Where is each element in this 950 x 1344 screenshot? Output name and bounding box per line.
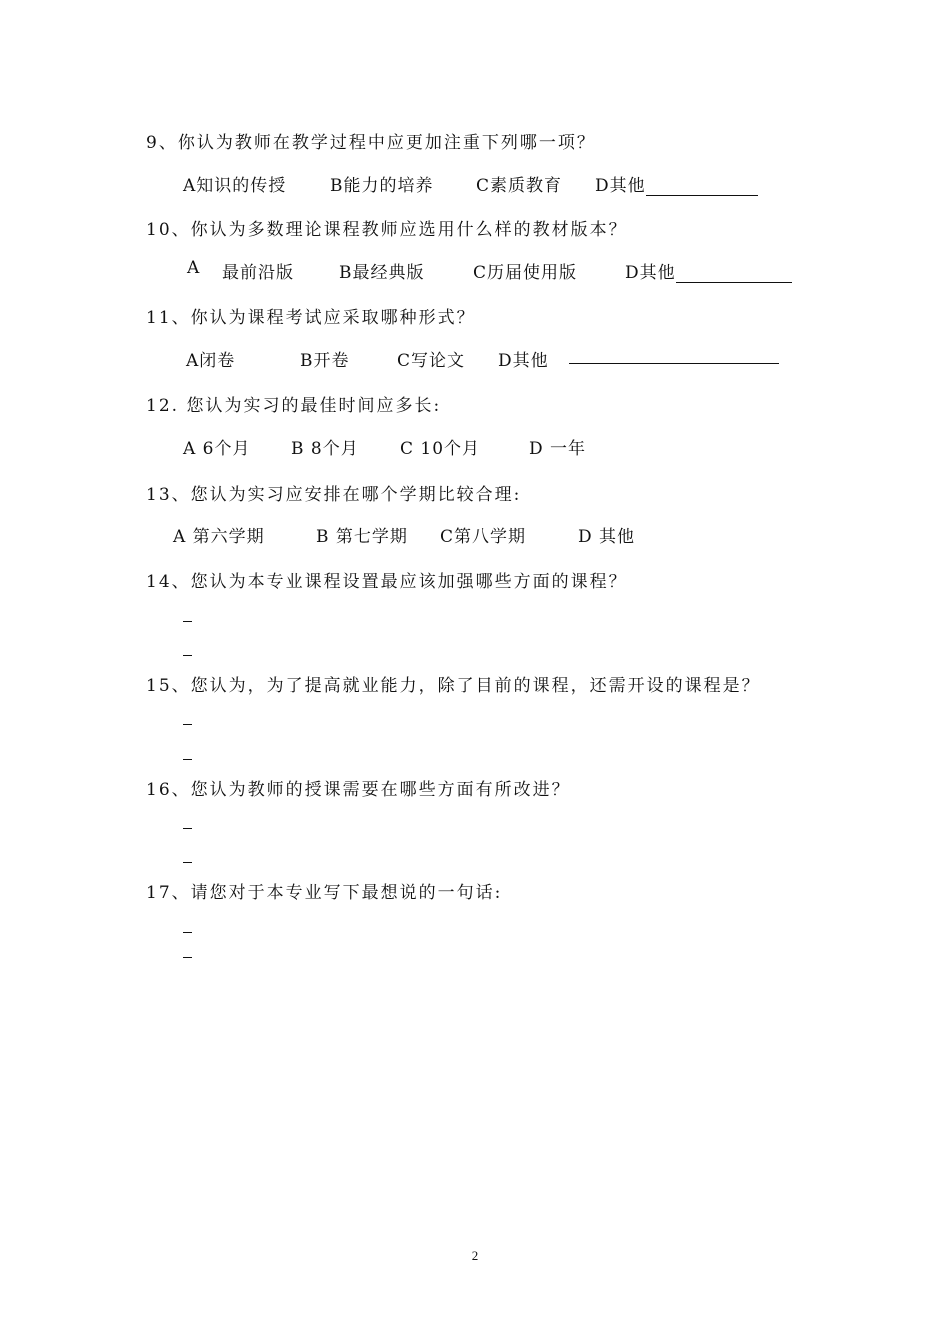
answer-blank[interactable] [646,178,758,196]
option-a-text: 最前沿版 [222,263,294,283]
answer-line[interactable] [183,655,192,656]
option-d: D 其他 [578,527,636,547]
option-a: A 6个月 [183,439,251,459]
question-12: 12. 您认为实习的最佳时间应多长: [146,396,442,416]
option-c: C第八学期 [440,527,527,547]
answer-line[interactable] [183,828,192,829]
option-c: C素质教育 [476,176,563,196]
answer-line[interactable] [183,759,192,760]
question-9: 9、你认为教师在教学过程中应更加注重下列哪一项？ [146,133,596,153]
option-d: D 一年 [529,439,587,459]
answer-blank[interactable] [676,265,792,283]
option-a: A [187,258,201,278]
option-c: C 10个月 [400,439,481,459]
option-b: B 8个月 [291,439,359,459]
option-b: B 第七学期 [316,527,408,547]
option-d: D其他 [595,171,758,196]
option-b: B最经典版 [339,263,425,283]
option-d: D其他 [625,258,792,283]
option-c: C历届使用版 [473,263,578,283]
question-10: 10、你认为多数理论课程教师应选用什么样的教材版本？ [146,220,628,240]
option-a: A 第六学期 [173,527,265,547]
answer-blank[interactable] [569,346,779,364]
answer-line[interactable] [183,932,192,933]
question-17: 17、请您对于本专业写下最想说的一句话: [146,883,503,903]
option-c: C写论文 [397,351,466,371]
question-15: 15、您认为，为了提高就业能力，除了目前的课程，还需开设的课程是？ [146,676,761,696]
question-11: 11、你认为课程考试应采取哪种形式？ [146,308,476,328]
option-d: D其他 [498,351,549,371]
option-a: A闭卷 [186,351,236,371]
answer-line[interactable] [183,621,192,622]
page-number: 2 [471,1248,479,1263]
answer-line[interactable] [183,862,192,863]
question-14: 14、您认为本专业课程设置最应该加强哪些方面的课程？ [146,572,628,592]
option-b: B能力的培养 [330,176,434,196]
answer-line[interactable] [183,724,192,725]
question-16: 16、您认为教师的授课需要在哪些方面有所改进？ [146,780,571,800]
answer-line[interactable] [183,957,192,958]
question-13: 13、您认为实习应安排在哪个学期比较合理: [146,485,522,505]
option-b: B开卷 [300,351,350,371]
option-a: A知识的传授 [183,176,287,196]
